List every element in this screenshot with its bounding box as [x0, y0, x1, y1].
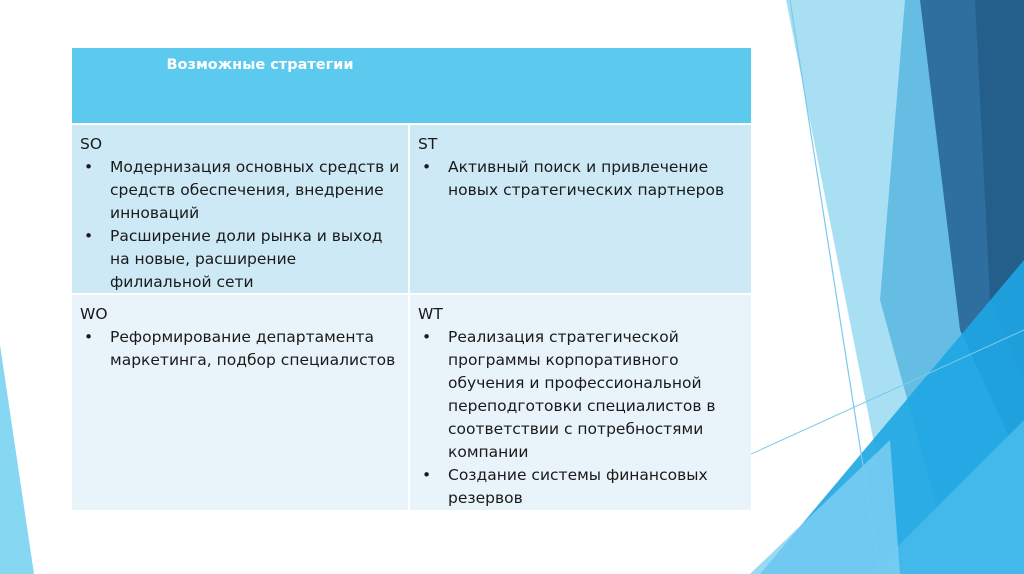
cell-wt	[410, 295, 751, 510]
bullet-icon: •	[422, 466, 432, 484]
strategies-table	[72, 48, 751, 510]
table-header-title: Возможные стратегии	[166, 57, 354, 73]
bullet-icon: •	[84, 328, 94, 346]
cell-so	[72, 125, 408, 293]
list-item-text: Реализация стратегической программы корпоративного обучения и профессиональной переподготовки специалистов в соответствии с потребностями компании	[448, 328, 716, 461]
bullet-list-wo	[80, 326, 400, 372]
cell-wo	[72, 295, 408, 510]
list-item-text: Реформирование департамента маркетинга, подбор специалистов	[110, 328, 396, 369]
bullet-icon: •	[422, 328, 432, 346]
list-item	[418, 326, 743, 464]
bullet-icon: •	[84, 227, 94, 245]
table-header	[72, 48, 751, 123]
bullet-icon: •	[84, 158, 94, 176]
cell-title-wo: WO	[80, 305, 108, 323]
list-item-text: Модернизация основных средств и средств обеспечения, внедрение инноваций	[110, 158, 400, 222]
list-item-text: Создание системы финансовых резервов	[448, 466, 708, 507]
list-item	[80, 326, 400, 372]
list-item	[418, 464, 743, 510]
list-item	[80, 225, 400, 294]
cell-st	[410, 125, 751, 293]
bullet-list-so	[80, 156, 400, 294]
list-item-text: Расширение доли рынка и выход на новые, расширение филиальной сети	[110, 227, 383, 291]
left-accent-shape	[0, 345, 34, 574]
cell-title-st: ST	[418, 135, 438, 153]
bottom-pale-triangle	[750, 440, 900, 574]
bullet-icon: •	[422, 158, 432, 176]
list-item	[80, 156, 400, 225]
bullet-list-st	[418, 156, 743, 202]
list-item	[418, 156, 743, 202]
list-item-text: Активный поиск и привлечение новых стратегических партнеров	[448, 158, 725, 199]
bullet-list-wt	[418, 326, 743, 510]
cell-title-so: SO	[80, 135, 103, 153]
cell-title-wt: WT	[418, 305, 443, 323]
